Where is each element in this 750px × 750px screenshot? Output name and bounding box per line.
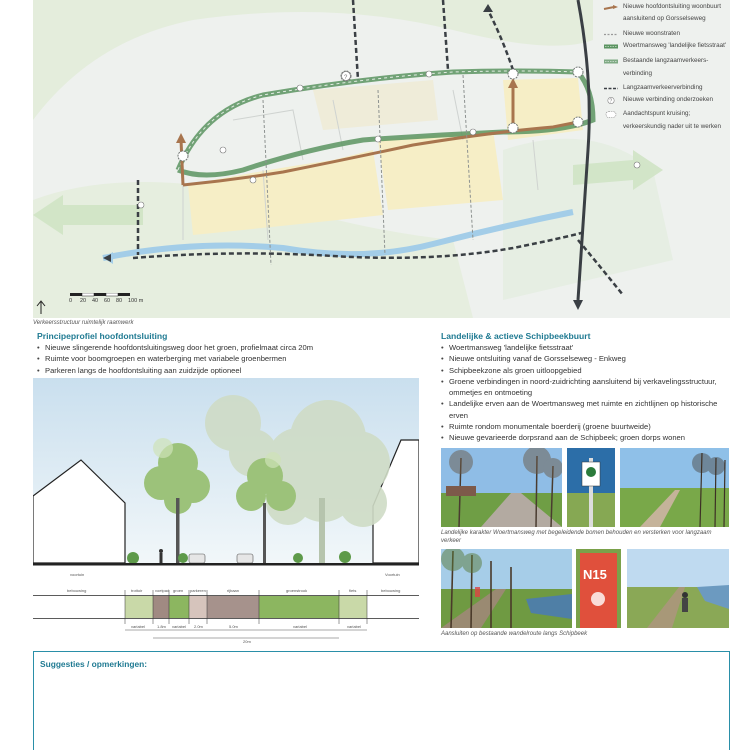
cross-section-drawing — [33, 378, 419, 646]
list-item: • Nieuwe gevarieerde dorpsrand aan de Schipbeek; groen dorps wonen — [441, 432, 731, 443]
list-item: • Ruimte voor boomgroepen en waterberging met variabele groenbermen — [37, 353, 417, 364]
total-dimension-label: 20m — [243, 639, 251, 644]
dimension-label: variabel — [172, 624, 187, 629]
dark-dashed-line-icon — [603, 85, 619, 92]
legend-label: aansluitend op Gorsselseweg — [623, 15, 706, 22]
photo-n15-sign — [576, 549, 621, 628]
zone-label: groenstrook — [286, 588, 308, 593]
section-label: bebouwing — [381, 588, 401, 593]
legend-label: verkeerskundig nader uit te werken — [623, 123, 722, 130]
question-icon — [603, 97, 619, 104]
legend-label: Aandachtspunt kruising; — [623, 110, 691, 117]
profile-bullets — [37, 342, 417, 376]
list-item: • Ruimte rondom monumentale boerderij (groene buurtweide) — [441, 421, 731, 432]
photo-dike-walker — [627, 549, 729, 628]
legend-label: Langzaamverkeerverbinding — [623, 84, 703, 91]
green-dashed-road-icon — [603, 58, 619, 65]
buurt-bullets — [441, 342, 731, 444]
list-item: • Nieuwe slingerende hoofdontsluitingsweg door het groen, profielmaat circa 20m — [37, 342, 417, 353]
dimension-label: variabel — [131, 624, 146, 629]
legend-label: verbinding — [623, 70, 653, 77]
svg-text:?: ? — [344, 75, 348, 81]
photo-meadow-path — [620, 448, 729, 527]
scale-label: 20 — [80, 298, 87, 304]
grey-dashed-line-icon — [603, 31, 619, 38]
list-item: • Parkeren langs de hoofdontsluiting aan zuidzijde optioneel — [37, 365, 417, 376]
list-item: • Landelijke erven aan de Woertmansweg met ruimte en zichtlijnen op historische erven — [441, 398, 731, 421]
buurt-title: Landelijke & actieve Schipbeekbuurt — [441, 331, 591, 341]
brown-arrow-icon — [603, 4, 619, 11]
legend-label: Nieuwe verbinding onderzoeken — [623, 96, 713, 103]
photo-caption-2: Aansluiten op bestaande wandelroute langs Schipbeek — [441, 631, 588, 637]
legend-label: Nieuwe hoofdontsluiting woonbuurt — [623, 3, 722, 10]
svg-text:?: ? — [609, 98, 613, 104]
legend-label: Woertmansweg 'landelijke fietsstraat' — [623, 42, 727, 49]
photo-cycle-sign — [567, 448, 615, 527]
dimension-label: variabel — [293, 624, 308, 629]
zone-label: rijbaan — [227, 588, 240, 593]
scale-label: 60 — [104, 298, 111, 304]
photo-schipbeek-walk — [441, 549, 572, 628]
dimension-label: 2.0m — [194, 624, 203, 629]
sign-text: N15 — [583, 567, 607, 582]
list-item: • Groene verbindingen in noord-zuidrichting aansluitend bij verkavelingsstructuur, ommetjes en ontmoeting — [441, 376, 731, 399]
traffic-structure-map — [33, 0, 730, 318]
list-item: • Nieuwe ontsluiting vanaf de Gorsselseweg - Enkweg — [441, 353, 731, 364]
zone-label: voetpad — [155, 588, 170, 593]
dimension-label: variabel — [347, 624, 362, 629]
dashed-circle-icon — [603, 111, 619, 118]
section-label: voortuin — [70, 572, 85, 577]
suggestions-box[interactable] — [33, 651, 730, 750]
list-item: • Woertmansweg 'landelijke fietsstraat' — [441, 342, 731, 353]
scale-label: 0 — [69, 298, 73, 304]
section-label: Voortuin — [385, 572, 400, 577]
dimension-label: 1.8m — [157, 624, 166, 629]
question-icon — [342, 72, 351, 82]
scale-label: 40 — [92, 298, 99, 304]
road-cross-section — [33, 378, 419, 646]
suggestions-title: Suggesties / opmerkingen: — [40, 659, 148, 669]
dimension-label: 5.0m — [229, 624, 238, 629]
photo-woertmansweg-road — [441, 448, 562, 527]
map-caption: Verkeersstructuur ruimtelijk raamwerk — [33, 320, 134, 326]
legend-label: Bestaande langzaamverkeers- — [623, 57, 709, 64]
section-label: bebouwing — [67, 588, 87, 593]
scale-label: 80 — [116, 298, 123, 304]
green-road-icon — [603, 43, 619, 50]
profile-title: Principeprofiel hoofdontsluiting — [37, 331, 168, 341]
zone-label: parkeren — [190, 588, 206, 593]
zone-label: groen — [173, 588, 184, 593]
scale-label: 100 m — [128, 298, 144, 304]
list-item: • Schipbeekzone als groen uitloopgebied — [441, 365, 731, 376]
zone-label: fiets — [349, 588, 357, 593]
photo-caption-1: Landelijke karakter Woertmansweg met begeleidende bomen behouden en versterken voor langzaam verkeer — [441, 530, 712, 544]
legend-label: Nieuwe woonstraten — [623, 30, 681, 37]
zone-label: trottoir — [131, 588, 143, 593]
